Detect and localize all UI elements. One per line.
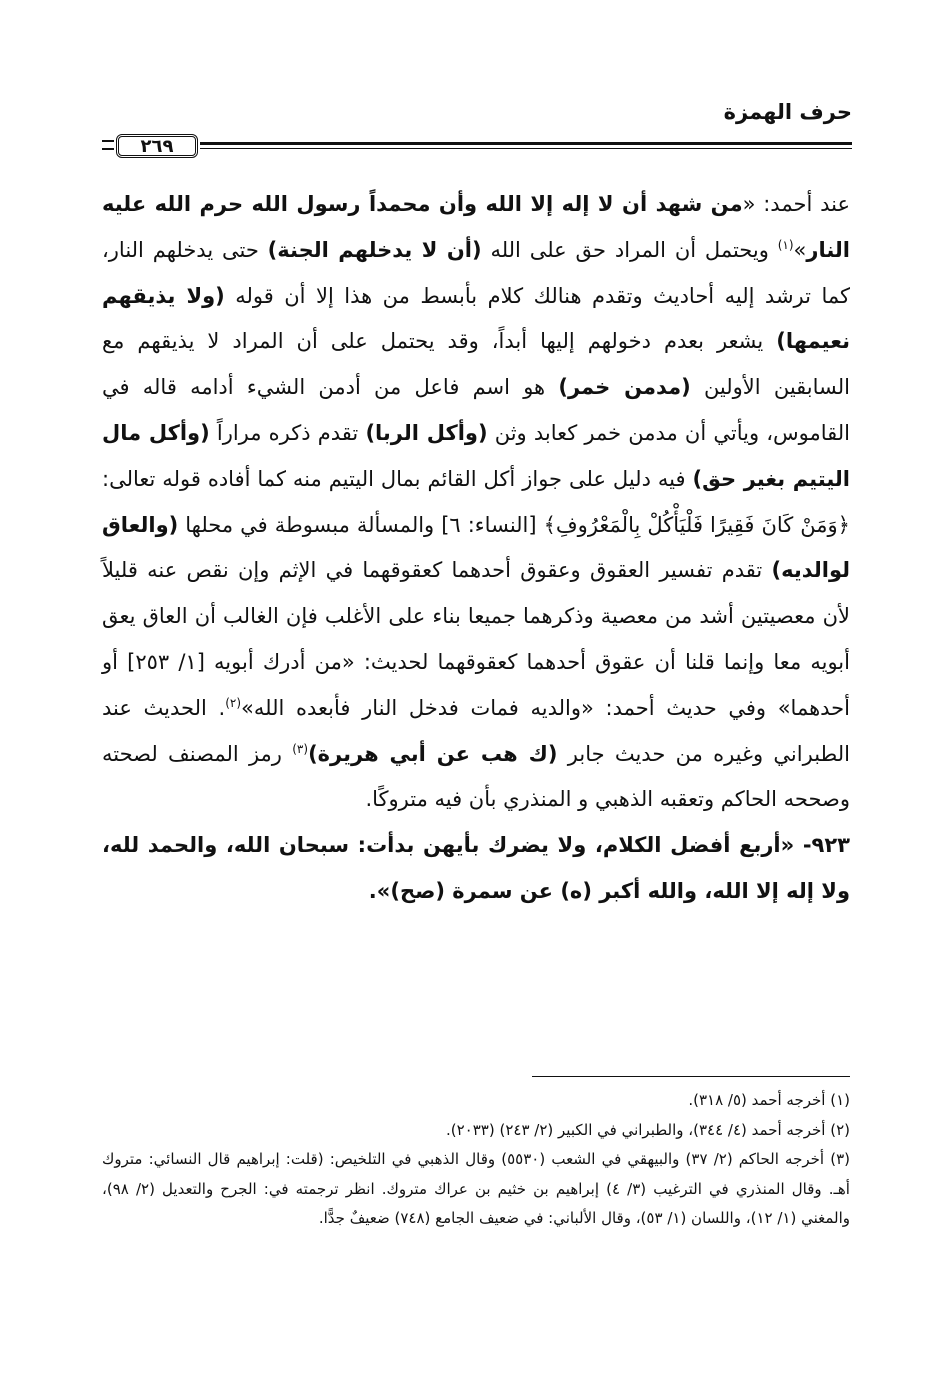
main-text [102, 182, 850, 915]
text-run: هو اسم فاعل من أدمن الشيء أدامه قاله في القاموس، ويأتي أن مدمن خمر كعابد وثن [102, 375, 851, 445]
hadith-text: «أربع أفضل الكلام، ولا يضرك بأيهن بدأت: سبحان الله، والحمد لله، ولا إله إلا الله، والله أكبر (ه) عن سمرة (صح)». [102, 833, 850, 903]
bold-phrase: (وأكل مال اليتيم بغير حق) [102, 420, 850, 491]
text-run: تقدم تفسير العقوق وعقوق أحدهما كعقوقهما في الإثم وإن نقص عنه قليلاً لأن معصيتين أشد من معصية وذكرهما جميعا بناء على الأغلب فإن الغالب أن العاق يعق أبويه معا وإنما قلنا أن عقوق أحدهما كعقوقهما لحديث: «من أدرك أبويه [١/ ٢٥٣] أو أحدهما» وفي حديث أحمد: «والديه فمات فدخل النار فأبعده الله» [102, 558, 850, 720]
text-run: تقدم ذكره مراراً [209, 420, 366, 445]
footnote-separator [532, 1076, 850, 1077]
bold-phrase: (ولا يذيقهم نعيمها) [102, 283, 850, 354]
text-run: . الحديث عند الطبراني وغيره من حديث جابر [102, 695, 850, 766]
footnote-1: (١) أخرجه أحمد (٥/ ٣١٨). [688, 1091, 850, 1109]
bold-phrase: (أن لا يدخلهم الجنة) [267, 237, 482, 262]
bold-phrase: (وأكل الربا) [365, 420, 488, 445]
hadith-number: ٩٢٣- [794, 833, 850, 858]
header-rule [102, 134, 852, 160]
text-run: يشعر بعدم دخولهم إليها أبداً، وقد يحتمل على أن المراد لا يذيقهم مع السابقين الأولين [102, 329, 850, 400]
text-run: » [793, 237, 807, 262]
footnote-ref: (١) [777, 237, 794, 252]
chapter-title: حرف الهمزة [723, 100, 852, 124]
bold-phrase: (ك هب عن أبي هريرة) [308, 741, 558, 766]
text-run: حتى يدخلهم النار، كما ترشد إليه أحاديث وتقدم هنالك كلام بأبسط من هذا إلا أن قوله [102, 237, 850, 308]
hadith-quote: من شهد أن لا إله إلا الله وأن محمداً رسول الله حرم الله عليه النار [102, 192, 851, 262]
footnotes [102, 1086, 850, 1234]
bold-phrase: (مدمن خمر) [558, 375, 691, 400]
bold-phrase: (والعاق لوالديه) [102, 512, 850, 583]
footnote-ref: (٢) [225, 695, 242, 710]
footnote-ref: (٣) [292, 741, 309, 756]
page-header [102, 100, 852, 172]
footnote-2: (٢) أخرجه أحمد (٤/ ٣٤٤)، والطبراني في الكبير (٢/ ٢٤٣) (٢٠٣٣). [446, 1120, 850, 1139]
rule-thin-line [200, 148, 852, 149]
rule-thick-line [200, 142, 852, 145]
text-run: رمز المصنف لصحته وصححه الحاكم وتعقبه الذهبي و المنذري بأن فيه متروكًا. [102, 741, 850, 812]
text-run: عند أحمد: « [742, 192, 850, 216]
text-run: فيه دليل على جواز أكل القائم بمال اليتيم منه كما أفاده قوله تعالى: ﴿وَمَنْ كَانَ فَقِيرًا فَلْيَأْكُلْ بِالْمَعْرُوفِ﴾ [النساء: ٦] والمسألة مبسوطة في محلها [102, 466, 850, 537]
text-run: ويحتمل أن المراد حق على الله [481, 237, 778, 262]
footnote-3: (٣) أخرجه الحاكم (٢/ ٣٧) والبيهقي في الشعب (٥٥٣٠) وقال الذهبي في التلخيص: (قلت: إبراهيم قال النسائي: متروك أهـ. وقال المنذري في الترغيب (٣/ ٤) إبراهيم بن خثيم بن عراك متروك. انظر ترجمته في: الجرح والتعديل (٢/ ٩٨)، والمغني (١/ ١٢)، واللسان (١/ ٥٣)، وقال الألباني: في ضعيف الجامع (٧٤٨) ضعيفٌ جدًّا. [102, 1150, 851, 1227]
page-number: ٢٦٩ [116, 134, 198, 158]
rule-end-mark [102, 140, 114, 150]
commentary-paragraph [102, 182, 850, 823]
hadith-entry [102, 823, 850, 915]
